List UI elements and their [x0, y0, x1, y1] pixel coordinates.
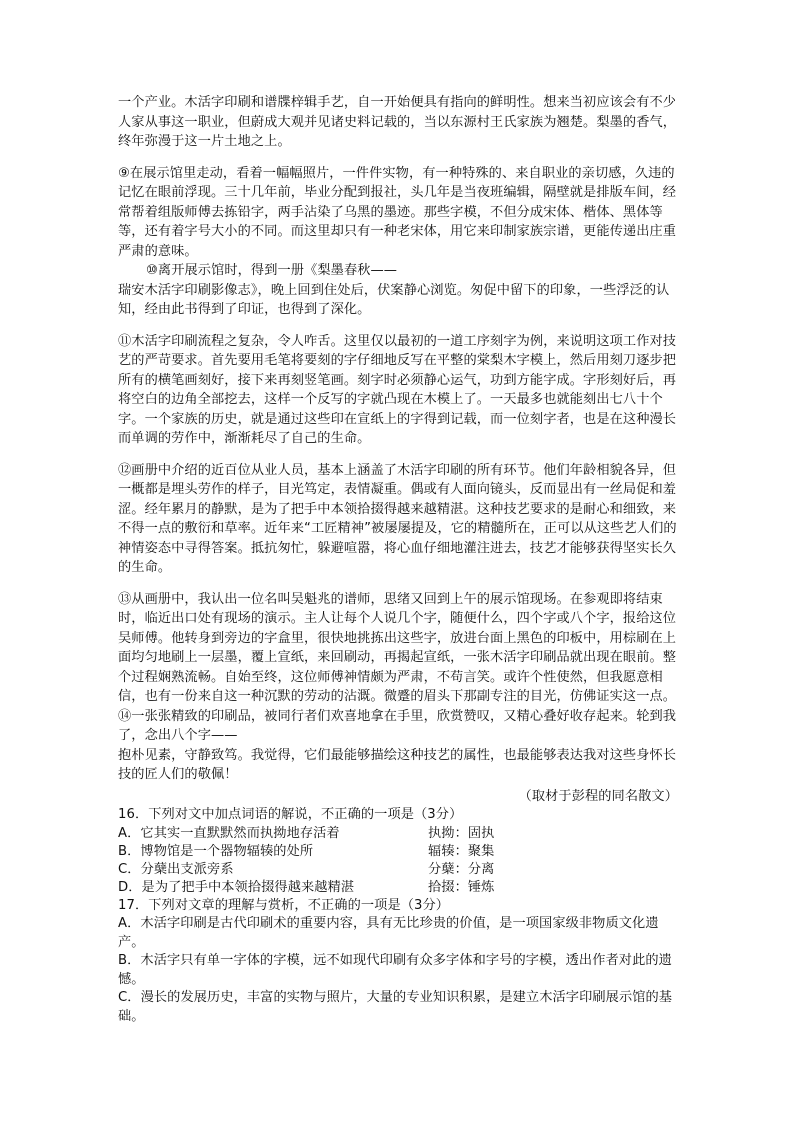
paragraph-8: 一个产业。木活字印刷和谱牒梓辑手艺，自一开始便具有指向的鲜明性。想来当初应该会有不少人家从事这一职业，但蔚成大观并见诸史料记载的，当以东源村王氏家族为翘楚。梨墨的香气，终年弥漫于这一片土地之上。 [118, 95, 677, 149]
option-gloss: 分蘖：分离 [428, 861, 495, 877]
question-17-option-b: B．木活字只有单一字体的字模，远不如现代印刷有众多字体和字号的字模，透出作者对此的遗憾。 [118, 953, 672, 987]
option-text: A．它其实一直默默然而执拗地存活着 [118, 825, 340, 841]
option-text: B．博物馆是一个器物辐辏的处所 [118, 843, 314, 859]
source-note: （取材于彭程的同名散文） [518, 788, 678, 804]
question-16-stem: 16．下列对文中加点词语的解说，不正确的一项是（3分） [118, 807, 463, 822]
option-gloss: 辐辏：聚集 [428, 843, 495, 859]
question-17-option-c: C．漫长的发展历史，丰富的实物与照片，大量的专业知识积累，是建立木活字印刷展示馆的基础。 [118, 990, 673, 1024]
paragraph-11: ⑪木活字印刷流程之复杂，令人咋舌。这里仅以最初的一道工序刻字为例，来说明这项工作对技艺的严苛要求。首先要用毛笔将要刻的字仔细地反写在平整的棠梨木字模上，然后用刻刀逐步把所有的横笔画刻好，接下来再刻竖笔画。刻字时必须静心运气，功到方能字成。字形刻好后，再将空白的边角全部挖去，这样一个反写的字就凸现在木模上了。一天最多也就能刻出七八十个字。一个家族的历史，就是通过这些印在宣纸上的字得到记载，而一位刻字者，也是在这种漫长而单调的劳作中，渐渐耗尽了自己的生命。 [118, 333, 677, 446]
option-gloss: 拾掇：锤炼 [428, 879, 495, 895]
paragraph-14-rest: 抱朴见素，守静致笃。我觉得，它们最能够描绘这种技艺的属性，也最能够表达我对这些身怀长技的匠人们的敬佩！ [118, 747, 677, 782]
paragraph-10-rest: 瑞安木活字印刷影像志》，晚上回到住处后，伏案静心浏览。匆促中留下的印象，一些浮泛的认知，经由此书得到了印证，也得到了深化。 [118, 282, 670, 317]
option-gloss: 执拗：固执 [428, 825, 495, 841]
option-text: D．是为了把手中本领拾掇得越来越精湛 [118, 879, 355, 895]
question-16-option-b [118, 843, 678, 861]
question-16-option-c [118, 861, 678, 879]
paragraph-14-first: ⑭一张张精致的印刷品，被同行者们欢喜地拿在手里，欣赏赞叹，又精心叠好收存起来。轮到我了，念出八个字—— [118, 708, 677, 743]
option-text: C．分蘖出支派旁系 [118, 861, 234, 877]
question-17-stem: 17．下列对文章的理解与赏析，不正确的一项是（3分） [118, 897, 450, 913]
paragraph-9: ⑨在展示馆里走动，看着一幅幅照片，一件件实物，有一种特殊的、来自职业的亲切感，久违的记忆在眼前浮现。三十几年前，毕业分配到报社，头几年是当夜班编辑，隔壁就是排版车间，经常帮着组版师傅去拣铅字，两手沾染了乌黑的墨迹。那些字模，不但分成宋体、楷体、黑体等等，还有着字号大小的不同。而这里却只有一种老宋体，用它来印制家族宗谱，更能传递出庄重严肃的意味。 [118, 165, 677, 259]
paragraph-13: ⑬从画册中，我认出一位名叫吴魁兆的谱师，思绪又回到上午的展示馆现场。在参观即将结束时，临近出口处有现场的演示。主人让每个人说几个字，随便什么，四个字或八个字，报给这位吴师傅。他转身到旁边的字盒里，很快地挑拣出这些字，放进台面上黑色的印板中，用棕刷在上面均匀地刷上一层墨，覆上宣纸，来回刷动，再揭起宣纸，一张木活字印刷品就出现在眼前。整个过程娴熟流畅。自始至终，这位师傅神情颇为严肃，不苟言笑。或许个性使然，但我愿意相信，也有一份来自这一种沉默的劳动的沾溉。微蹙的眉头下那副专注的目光，仿佛证实这一点。 [118, 591, 677, 704]
document-page [118, 93, 678, 1026]
question-16-option-a [118, 825, 678, 843]
paragraph-10-first-line: ⑩离开展示馆时，得到一册《梨墨春秋—— [146, 263, 398, 278]
paragraph-12: ⑫画册中介绍的近百位从业人员，基本上涵盖了木活字印刷的所有环节。他们年龄相貌各异，但一概都是埋头劳作的样子，目光笃定，表情凝重。偶或有人面向镜头，反而显出有一丝局促和羞涩。经年累月的静默，是为了把手中本领拾掇得越来越精湛。这种技艺要求的是耐心和细致，来不得一点的敷衍和草率。近年来“工匠精神”被屡屡提及，它的精髓所在，正可以从这些艺人们的神情姿态中寻得答案。抵抗匆忙，躲避喧嚣，将心血仔细地灌注进去，技艺才能够获得坚实长久的生命。 [118, 462, 677, 575]
question-17-option-a: A．木活字印刷是古代印刷术的重要内容，具有无比珍贵的价值，是一项国家级非物质文化遗产。 [118, 916, 659, 950]
question-16-option-d [118, 879, 678, 897]
